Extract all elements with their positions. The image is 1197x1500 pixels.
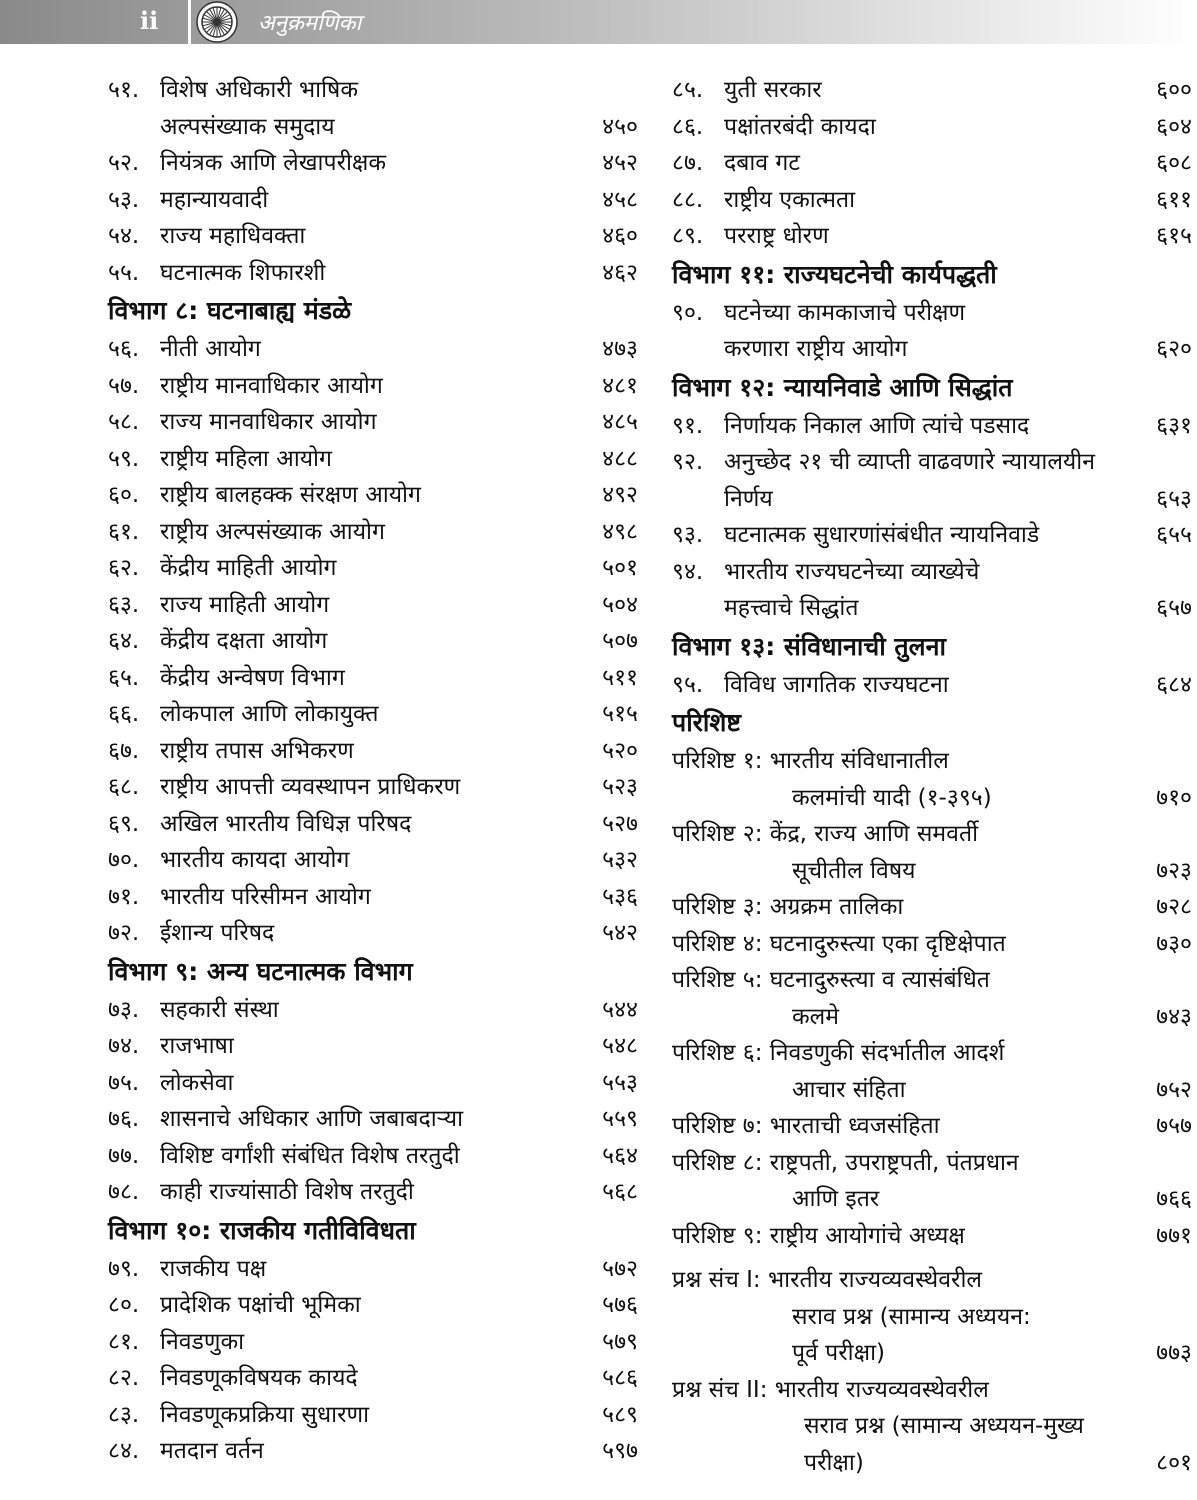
- chapter-number: ७०.: [108, 847, 140, 873]
- appendix-label: प्रश्न संच I:: [672, 1267, 761, 1293]
- appendix-entry: [672, 1218, 1192, 1255]
- chapter-number: ८७.: [672, 150, 704, 176]
- chapter-title: भारतीय राज्यघटनेच्या व्याख्येचे: [724, 558, 980, 585]
- toc-entry: [108, 733, 638, 770]
- toc-entry: [108, 1251, 638, 1288]
- toc-entry-continued: [672, 590, 1192, 627]
- chapter-number: ५२.: [108, 150, 140, 176]
- appendix-title: राष्ट्रपती, उपराष्ट्रपती, पंतप्रधान: [769, 1149, 1019, 1176]
- chapter-number: ५४.: [108, 223, 140, 249]
- appendix-label: परिशिष्ट ५:: [672, 967, 763, 993]
- chapter-number: ७३.: [108, 996, 140, 1023]
- chapter-title: केंद्रीय दक्षता आयोग: [160, 628, 328, 654]
- toc-entry: [108, 331, 638, 368]
- page-number: ६५५: [1156, 522, 1192, 548]
- page-number: ५३२: [602, 847, 638, 873]
- page-number: ५७२: [602, 1255, 638, 1282]
- chapter-title: शासनाचे अधिकार आणि जबाबदाऱ्या: [160, 1106, 464, 1132]
- chapter-number: ५१.: [108, 77, 140, 103]
- section-heading: विभाग ११: राज्यघटनेची कार्यपद्धती: [672, 259, 997, 289]
- toc-entry: [108, 915, 638, 952]
- page-number: ५८६: [602, 1365, 638, 1391]
- page-number: ५२३: [602, 774, 638, 800]
- chapter-title: अनुच्छेद २१ ची व्याप्ती वाढवणारे न्यायालयीन: [724, 449, 1095, 475]
- chapter-number: ६६.: [108, 701, 140, 727]
- entry-title-continued: आचार संहिता: [792, 1076, 906, 1103]
- chapter-number: ७८.: [108, 1179, 140, 1205]
- page-number: ७२३: [1156, 857, 1192, 884]
- page-number: ४७३: [602, 336, 638, 362]
- page-number: ४८५: [602, 409, 638, 435]
- toc-entry: [108, 1174, 638, 1211]
- page-number: ५०७: [602, 628, 638, 654]
- chapter-title: केंद्रीय माहिती आयोग: [160, 555, 337, 581]
- chapter-title: घटनात्मक शिफारशी: [160, 259, 326, 286]
- toc-entry: [108, 879, 638, 916]
- chapter-title: भारतीय परिसीमन आयोग: [160, 883, 371, 910]
- header-divider: [188, 0, 191, 44]
- appendix-title: भारताची ध्वजसंहिता: [769, 1113, 940, 1139]
- appendix-entry: [672, 1145, 1192, 1182]
- toc-entry: [108, 441, 638, 478]
- appendix-label: परिशिष्ट ६:: [672, 1040, 763, 1066]
- chapter-number: ७४.: [108, 1033, 140, 1059]
- chapter-number: ७६.: [108, 1106, 140, 1132]
- toc-entry: [108, 1324, 638, 1361]
- page-number: ६११: [1156, 186, 1192, 213]
- page-number: ५४८: [602, 1033, 638, 1059]
- page-number: ५६८: [602, 1179, 638, 1205]
- entry-title-continued: सूचीतील विषय: [792, 857, 916, 884]
- chapter-number: ९५.: [672, 671, 704, 698]
- entry-title-continued: परीक्षा): [804, 1449, 864, 1476]
- entry-title-continued: करणारा राष्ट्रीय आयोग: [724, 336, 908, 362]
- chapter-number: ६१.: [108, 518, 140, 545]
- chapter-number: ८३.: [108, 1401, 140, 1428]
- chapter-title: पक्षांतरबंदी कायदा: [724, 113, 876, 140]
- section-heading: विभाग १०: राजकीय गतीविविधता: [108, 1215, 416, 1245]
- page-number: ५५३: [602, 1069, 638, 1096]
- page-number: ७३०: [1156, 930, 1192, 957]
- page-number: ६५३: [1156, 485, 1192, 512]
- page-number: ७७१: [1156, 1222, 1192, 1249]
- toc-entry: [672, 109, 1192, 146]
- appendix-label: प्रश्न संच II:: [672, 1376, 768, 1403]
- appendix-title: राष्ट्रीय आयोगांचे अध्यक्ष: [769, 1222, 965, 1249]
- appendix-entry: [672, 1372, 1192, 1409]
- toc-entry: [672, 145, 1192, 182]
- toc-entry-continued: [672, 1072, 1192, 1109]
- chapter-title: राज्य माहिती आयोग: [160, 591, 330, 618]
- entry-title-continued: कलमांची यादी (१-३९५): [792, 784, 992, 811]
- chapter-number: ८०.: [108, 1292, 140, 1318]
- toc-entry: [108, 1360, 638, 1397]
- toc-right-column: [672, 72, 1192, 1481]
- appendix-entry: [672, 889, 1192, 926]
- toc-entry: [108, 1433, 638, 1470]
- page-number: ५२०: [602, 737, 638, 764]
- chapter-number: ८८.: [672, 186, 704, 213]
- chapter-number: ८२.: [108, 1365, 140, 1391]
- page-number: ६१५: [1156, 223, 1192, 249]
- page-number: ७५७: [1156, 1113, 1192, 1139]
- chapter-title: नियंत्रक आणि लेखापरीक्षक: [160, 150, 387, 176]
- section-heading: विभाग ९: अन्य घटनात्मक विभाग: [108, 956, 413, 986]
- appendix-title: अग्रक्रम तालिका: [769, 894, 904, 920]
- appendix-title: घटनादुरुस्त्या व त्यासंबंधित: [769, 967, 990, 993]
- chapter-title: विविध जागतिक राज्यघटना: [724, 671, 949, 698]
- chapter-title: घटनात्मक सुधारणांसंबंधीत न्यायनिवाडे: [724, 522, 1040, 548]
- page-number: ii: [140, 6, 159, 35]
- chapter-number: ६७.: [108, 737, 140, 764]
- chapter-number: ९३.: [672, 522, 704, 548]
- chapter-title: परराष्ट्र धोरण: [724, 223, 829, 249]
- page-number: ५६४: [602, 1142, 638, 1169]
- toc-entry: [108, 992, 638, 1029]
- chapter-title: विशिष्ट वर्गांशी संबंधित विशेष तरतुदी: [160, 1142, 460, 1169]
- toc-entry: [108, 182, 638, 219]
- toc-entry-continued: [108, 109, 638, 146]
- page-number: ४९८: [602, 518, 638, 545]
- chapter-number: ६३.: [108, 591, 140, 618]
- page-number: ६०८: [1156, 150, 1192, 176]
- entry-title-continued: सराव प्रश्न (सामान्य अध्ययन:: [792, 1303, 1031, 1330]
- toc-entry: [672, 218, 1192, 255]
- entry-title-continued: सराव प्रश्न (सामान्य अध्ययन-मुख्य: [804, 1413, 1084, 1439]
- toc-entry: [108, 255, 638, 292]
- chapter-number: ५८.: [108, 409, 140, 435]
- appendix-entry: [672, 1108, 1192, 1145]
- page-number: ६३१: [1156, 412, 1192, 439]
- toc-entry: [108, 1065, 638, 1102]
- page-number: ५८९: [602, 1401, 638, 1428]
- page-number: ५५९: [602, 1106, 638, 1132]
- appendix-title: केंद्र, राज्य आणि समवर्ती: [769, 821, 979, 847]
- appendix-title: निवडणुकी संदर्भातील आदर्श: [769, 1040, 1005, 1066]
- page-number: ४५८: [602, 186, 638, 213]
- toc-entry: [672, 444, 1192, 481]
- toc-entry: [672, 667, 1192, 704]
- chapter-title: लोकसेवा: [160, 1069, 234, 1096]
- page-number: ४६०: [602, 223, 638, 249]
- chapter-number: ९१.: [672, 412, 704, 439]
- entry-title-continued: निर्णय: [724, 485, 773, 512]
- chapter-title: लोकपाल आणि लोकायुक्त: [160, 701, 379, 727]
- page-number: ७२८: [1156, 894, 1192, 920]
- appendix-entry: [672, 1035, 1192, 1072]
- page-number: ५४२: [602, 920, 638, 946]
- appendix-entry: [672, 962, 1192, 999]
- chapter-number: ६२.: [108, 555, 140, 581]
- appendix-label: परिशिष्ट ३:: [672, 894, 763, 920]
- page-number: ५७९: [602, 1328, 638, 1355]
- chapter-number: ९०.: [672, 299, 704, 326]
- appendix-label: परिशिष्ट २:: [672, 821, 763, 847]
- toc-entry-continued: [672, 780, 1192, 817]
- toc-entry: [108, 1287, 638, 1324]
- chapter-number: ५३.: [108, 186, 140, 213]
- appendix-entry: [672, 1262, 1192, 1299]
- toc-entry: [672, 408, 1192, 445]
- chapter-title: घटनेच्या कामकाजाचे परीक्षण: [724, 299, 966, 326]
- toc-entry: [108, 550, 638, 587]
- page-number: ४८१: [602, 372, 638, 399]
- chapter-title: राष्ट्रीय एकात्मता: [724, 186, 856, 213]
- entry-title-continued: महत्त्वाचे सिद्धांत: [724, 595, 859, 621]
- page-number: ४५२: [602, 150, 638, 176]
- chapter-title: राष्ट्रीय बालहक्क संरक्षण आयोग: [160, 482, 421, 508]
- toc-entry-continued: [672, 331, 1192, 368]
- chapter-title: युती सरकार: [724, 77, 822, 103]
- chapter-title: भारतीय कायदा आयोग: [160, 847, 350, 873]
- chapter-title: राष्ट्रीय महिला आयोग: [160, 445, 332, 472]
- toc-entry: [672, 295, 1192, 332]
- appendix-title: घटनादुरुस्त्या एका दृष्टिक्षेपात: [769, 930, 1006, 957]
- chapter-number: ७७.: [108, 1142, 140, 1169]
- page-number: ५१५: [602, 701, 638, 727]
- appendix-label: परिशिष्ट ४:: [672, 930, 763, 957]
- page-number: ५२७: [602, 810, 638, 837]
- entry-title-continued: अल्पसंख्याक समुदाय: [160, 113, 335, 140]
- chapter-title: राजभाषा: [160, 1033, 234, 1059]
- chapter-title: प्रादेशिक पक्षांची भूमिका: [160, 1292, 361, 1318]
- toc-entry-continued: [672, 1335, 1192, 1372]
- page-number: ८०१: [1156, 1449, 1192, 1476]
- chapter-title: राजकीय पक्ष: [160, 1255, 267, 1282]
- chapter-title: मतदान वर्तन: [160, 1438, 264, 1464]
- chapter-number: ८४.: [108, 1438, 140, 1464]
- toc-entry-continued: [672, 1408, 1192, 1445]
- chapter-number: ९४.: [672, 558, 704, 585]
- chapter-title: राष्ट्रीय तपास अभिकरण: [160, 737, 354, 764]
- chapter-number: ६४.: [108, 628, 140, 654]
- toc-entry: [672, 182, 1192, 219]
- page-number: ५०१: [602, 555, 638, 581]
- toc-left-column: [108, 72, 638, 1470]
- chapter-number: ९२.: [672, 449, 704, 475]
- chapter-title: ईशान्य परिषद: [160, 920, 275, 946]
- toc-entry-continued: [672, 1299, 1192, 1336]
- chapter-title: महान्यायवादी: [160, 186, 269, 213]
- toc-entry: [108, 806, 638, 843]
- appendix-label: परिशिष्ट ९:: [672, 1222, 763, 1249]
- toc-entry: [672, 72, 1192, 109]
- chapter-number: ५६.: [108, 336, 140, 362]
- page-number: ७४३: [1156, 1003, 1192, 1030]
- appendix-entry: [672, 816, 1192, 853]
- page-number: ६२०: [1156, 336, 1192, 362]
- chapter-title: राष्ट्रीय आपत्ती व्यवस्थापन प्राधिकरण: [160, 774, 461, 800]
- chapter-title: निर्णायक निकाल आणि त्यांचे पडसाद: [724, 412, 1030, 439]
- page-number: ६०४: [1156, 113, 1192, 140]
- page-number: ६५७: [1156, 595, 1192, 621]
- chapter-title: अखिल भारतीय विधिज्ञ परिषद: [160, 810, 412, 837]
- page-number: ७१०: [1156, 784, 1192, 811]
- appendix-title: भारतीय राज्यव्यवस्थेवरील: [767, 1267, 983, 1293]
- toc-entry: [108, 696, 638, 733]
- page-header: [0, 0, 1197, 44]
- page-number: ५९७: [602, 1438, 638, 1464]
- toc-entry: [672, 517, 1192, 554]
- chapter-title: राज्य मानवाधिकार आयोग: [160, 409, 377, 435]
- chapter-number: ७९.: [108, 1255, 140, 1282]
- chapter-number: ६९.: [108, 810, 140, 837]
- section-heading: विभाग १२: न्यायनिवाडे आणि सिद्धांत: [672, 372, 1013, 402]
- page-number: ५४४: [602, 996, 638, 1023]
- chapter-number: ५५.: [108, 259, 140, 286]
- toc-entry: [108, 1138, 638, 1175]
- ashoka-chakra-icon: [196, 1, 238, 43]
- toc-entry: [108, 514, 638, 551]
- chapter-number: ६०.: [108, 482, 140, 508]
- chapter-title: विशेष अधिकारी भाषिक: [160, 77, 359, 103]
- chapter-number: ८६.: [672, 113, 704, 140]
- appendix-label: परिशिष्ट ८:: [672, 1149, 763, 1176]
- page-number: ७७३: [1156, 1340, 1192, 1366]
- entry-title-continued: आणि इतर: [792, 1186, 880, 1212]
- chapter-title: काही राज्यांसाठी विशेष तरतुदी: [160, 1179, 414, 1205]
- toc-entry: [108, 218, 638, 255]
- page-number: ४५०: [602, 113, 638, 140]
- page-number: ४८८: [602, 445, 638, 472]
- appendix-label: परिशिष्ट ७:: [672, 1113, 763, 1139]
- page-number: ४६२: [602, 259, 638, 286]
- appendix-title: भारतीय राज्यव्यवस्थेवरील: [774, 1376, 989, 1403]
- toc-entry: [108, 1397, 638, 1434]
- toc-entry: [108, 368, 638, 405]
- chapter-number: ६५.: [108, 664, 140, 691]
- chapter-number: ५७.: [108, 372, 140, 399]
- page-number: ५०४: [602, 591, 638, 618]
- toc-entry-continued: [672, 1445, 1192, 1482]
- chapter-number: ८९.: [672, 223, 704, 249]
- section-heading: परिशिष्ट: [672, 708, 741, 737]
- chapter-title: राष्ट्रीय मानवाधिकार आयोग: [160, 372, 383, 399]
- appendix-title: भारतीय संविधानातील: [769, 748, 949, 774]
- entry-title-continued: कलमे: [792, 1003, 840, 1030]
- page-number: ५११: [602, 664, 638, 691]
- toc-entry: [108, 404, 638, 441]
- chapter-number: ७१.: [108, 883, 140, 910]
- page-number: ४९२: [602, 482, 638, 508]
- appendix-entry: [672, 926, 1192, 963]
- toc-entry: [108, 842, 638, 879]
- toc-entry: [108, 623, 638, 660]
- toc-entry-continued: [672, 481, 1192, 518]
- header-title: अनुक्रमणिका: [258, 11, 362, 36]
- entry-title-continued: पूर्व परीक्षा): [792, 1340, 886, 1366]
- chapter-number: ५९.: [108, 445, 140, 472]
- toc-entry-continued: [672, 1181, 1192, 1218]
- chapter-number: ८५.: [672, 77, 704, 103]
- toc-entry: [108, 769, 638, 806]
- chapter-title: निवडणूकप्रक्रिया सुधारणा: [160, 1401, 370, 1428]
- appendix-entry: [672, 743, 1192, 780]
- chapter-title: सहकारी संस्था: [160, 996, 279, 1023]
- page-number: ५३६: [602, 883, 638, 910]
- toc-entry: [108, 477, 638, 514]
- toc-entry-continued: [672, 853, 1192, 890]
- chapter-title: निवडणुका: [160, 1328, 245, 1355]
- chapter-title: केंद्रीय अन्वेषण विभाग: [160, 664, 345, 691]
- page-number: ६००: [1156, 77, 1192, 103]
- chapter-title: राष्ट्रीय अल्पसंख्याक आयोग: [160, 518, 385, 545]
- chapter-title: निवडणूकविषयक कायदे: [160, 1365, 358, 1391]
- section-heading: विभाग १३: संविधानाची तुलना: [672, 631, 946, 661]
- toc-entry: [108, 660, 638, 697]
- chapter-title: दबाव गट: [724, 150, 800, 176]
- toc-entry: [108, 1028, 638, 1065]
- chapter-title: राज्य महाधिवक्ता: [160, 223, 306, 249]
- page-number: ७५२: [1156, 1076, 1192, 1103]
- toc-entry: [108, 1101, 638, 1138]
- chapter-number: ६८.: [108, 774, 140, 800]
- toc-entry: [108, 145, 638, 182]
- page-number: ७६६: [1156, 1186, 1192, 1212]
- chapter-number: ७२.: [108, 920, 140, 946]
- section-heading: विभाग ८: घटनाबाह्य मंडळे: [108, 296, 352, 325]
- toc-entry-continued: [672, 999, 1192, 1036]
- toc-entry: [672, 554, 1192, 591]
- chapter-number: ७५.: [108, 1069, 140, 1096]
- toc-entry: [108, 72, 638, 109]
- chapter-number: ८१.: [108, 1328, 140, 1355]
- appendix-label: परिशिष्ट १:: [672, 748, 763, 774]
- page-number: ६८४: [1156, 671, 1192, 698]
- page-number: ५७६: [602, 1292, 638, 1318]
- toc-entry: [108, 587, 638, 624]
- chapter-title: नीती आयोग: [160, 336, 261, 362]
